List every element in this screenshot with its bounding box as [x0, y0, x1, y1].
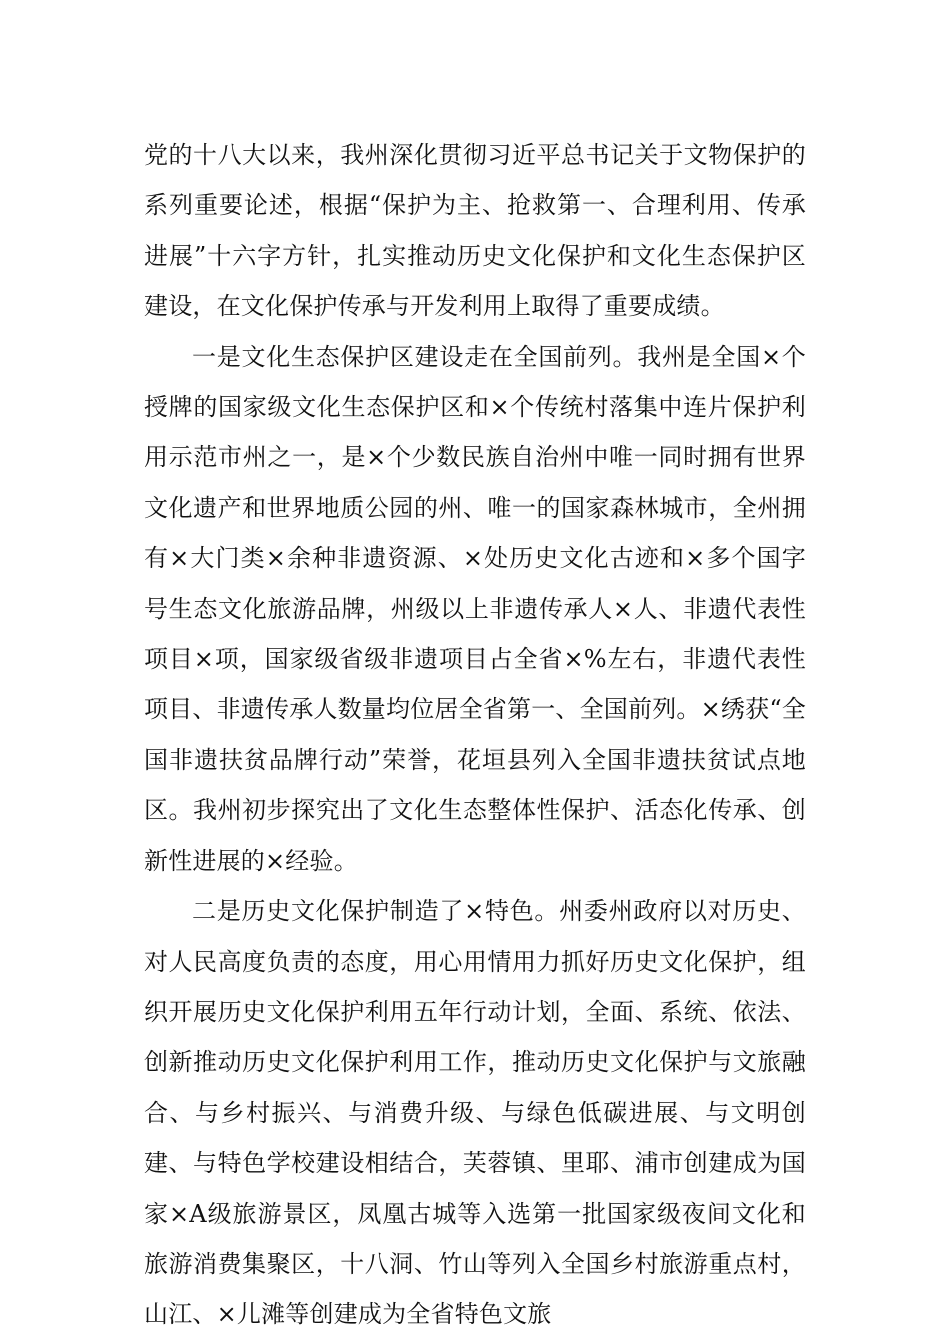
- paragraph-cultural-ecology: 一是文化生态保护区建设走在全国前列。我州是全国×个授牌的国家级文化生态保护区和×个传统村落集中连片保护利用示范市州之一，是×个少数民族自治州中唯一同时拥有世界文化遗产和世界地质公园的州、唯一的国家森林城市，全州拥有×大门类×余种非遗资源、×处历史文化古迹和×多个国字号生态文化旅游品牌，州级以上非遗传承人×人、非遗代表性项目×项，国家级省级非遗项目占全省×%左右，非遗代表性项目、非遗传承人数量均位居全省第一、全国前列。×绣获“全国非遗扶贫品牌行动”荣誉，花垣县列入全国非遗扶贫试点地区。我州初步探究出了文化生态整体性保护、活态化传承、创新性进展的×经验。: [144, 342, 806, 875]
- paragraph-intro: 党的十八大以来，我州深化贯彻习近平总书记关于文物保护的系列重要论述，根据“保护为主、抢救第一、合理利用、传承进展”十六字方针，扎实推动历史文化保护和文化生态保护区建设，在文化保护传承与开发利用上取得了重要成绩。: [144, 141, 806, 321]
- document-body: [144, 130, 806, 1340]
- paragraph-historical-culture: 二是历史文化保护制造了×特色。州委州政府以对历史、对人民高度负责的态度，用心用情用力抓好历史文化保护，组织开展历史文化保护利用五年行动计划，全面、系统、依法、创新推动历史文化保护利用工作，推动历史文化保护与文旅融合、与乡村振兴、与消费升级、与绿色低碳进展、与文明创建、与特色学校建设相结合，芙蓉镇、里耶、浦市创建成为国家×A级旅游景区，凤凰古城等入选第一批国家级夜间文化和旅游消费集聚区，十八洞、竹山等列入全国乡村旅游重点村，山江、×儿滩等创建成为全省特色文旅: [144, 897, 806, 1329]
